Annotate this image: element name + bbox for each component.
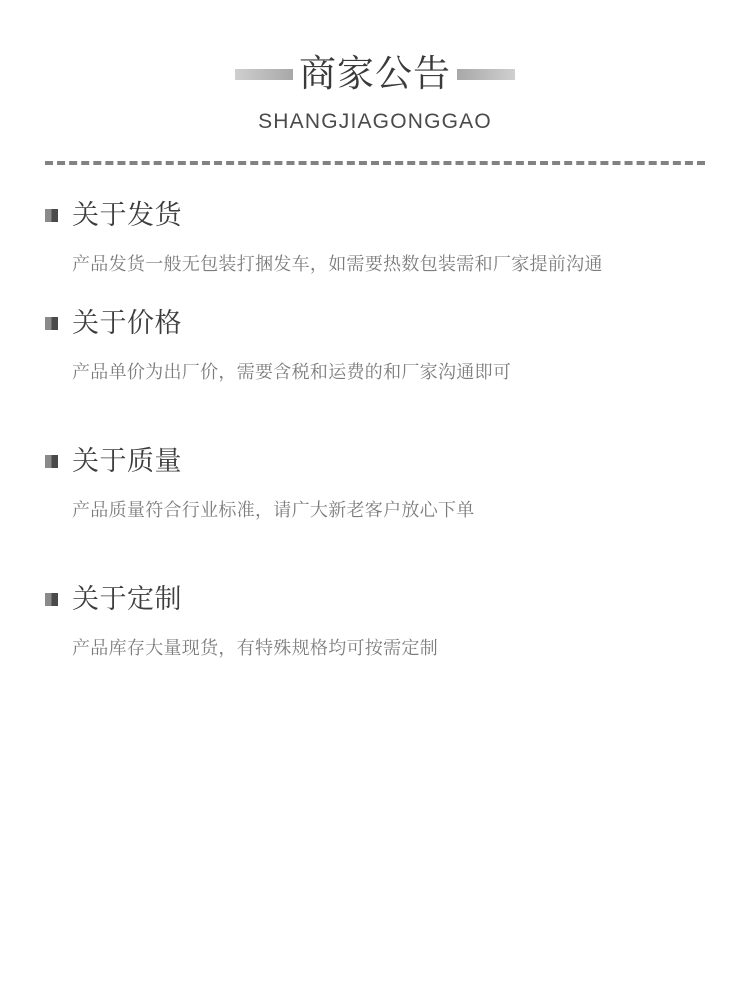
section-body: 产品质量符合行业标准，请广大新老客户放心下单 — [72, 500, 475, 520]
section-title: 关于质量 — [72, 446, 182, 476]
section-customization — [45, 583, 705, 665]
title-decoration-left-icon — [235, 69, 293, 80]
page-header — [0, 0, 750, 134]
section-title: 关于定制 — [72, 584, 182, 614]
section-quality — [45, 445, 705, 527]
page-subtitle: SHANGJIAGONGGAO — [258, 110, 492, 133]
square-bullet-icon — [45, 209, 58, 222]
section-title: 关于价格 — [72, 308, 182, 338]
title-decoration-right-icon — [457, 69, 515, 80]
dashed-divider — [45, 161, 705, 165]
section-body: 产品发货一般无包装打捆发车，如需要热数包装需和厂家提前沟通 — [72, 254, 603, 274]
section-header — [45, 583, 705, 615]
square-bullet-icon — [45, 593, 58, 606]
section-body: 产品单价为出厂价，需要含税和运费的和厂家沟通即可 — [72, 362, 512, 382]
sections-list — [0, 199, 750, 665]
section-price — [45, 307, 705, 389]
section-header — [45, 199, 705, 231]
page-title: 商家公告 — [299, 53, 451, 94]
section-title: 关于发货 — [72, 200, 182, 230]
section-body: 产品库存大量现货，有特殊规格均可按需定制 — [72, 638, 438, 658]
section-shipping — [45, 199, 705, 281]
square-bullet-icon — [45, 455, 58, 468]
section-header — [45, 445, 705, 477]
section-header — [45, 307, 705, 339]
title-row — [0, 52, 750, 96]
square-bullet-icon — [45, 317, 58, 330]
